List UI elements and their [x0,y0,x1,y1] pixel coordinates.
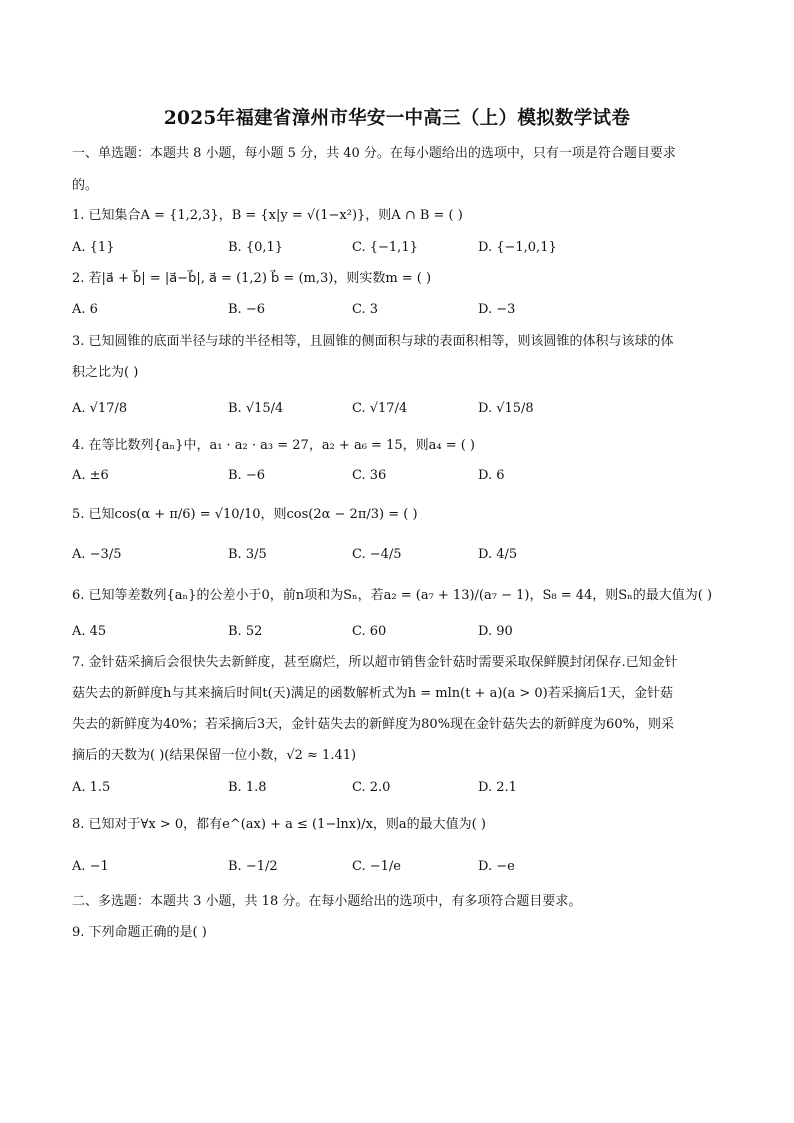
question-7-stem: 7. 金针菇采摘后会很快失去新鲜度，甚至腐烂，所以超市销售金针菇时需要采取保鲜膜封闭保存.已知金针 [72,655,678,670]
question-7-option-c: C. 2.0 [352,780,391,795]
question-2-option-b: B. −6 [228,302,265,317]
question-9-stem: 9. 下列命题正确的是( ) [72,925,207,940]
question-4-option-b: B. −6 [228,468,265,483]
question-7-stem-cont-3: 摘后的天数为( )(结果保留一位小数，√2 ≈ 1.41) [72,748,357,763]
question-5-stem: 5. 已知cos(α + π/6) = √10/10，则cos(2α − 2π/3) = ( ) [72,507,418,522]
question-1-stem: 1. 已知集合A = {1,2,3}，B = {x|y = √(1−x²)}，则A ∩ B = ( ) [72,208,463,223]
question-1-option-a: A. {1} [72,240,115,255]
question-1-option-c: C. {−1,1} [352,240,418,255]
question-7-option-a: A. 1.5 [72,780,111,795]
question-7-stem-cont-1: 菇失去的新鲜度h与其来摘后时间t(天)满足的函数解析式为h = mln(t + a)(a > 0)若采摘后1天，金针菇 [72,686,673,701]
section1-heading-cont: 的。 [72,178,99,193]
question-3-option-c: C. √17/4 [352,401,408,416]
question-4-stem: 4. 在等比数列{aₙ}中，a₁ · a₂ · a₃ = 27，a₂ + a₆ = 15，则a₄ = ( ) [72,438,476,453]
question-3-option-a: A. √17/8 [72,401,128,416]
question-6-option-a: A. 45 [72,624,107,639]
question-3-option-d: D. √15/8 [478,401,534,416]
question-2-option-c: C. 3 [352,302,379,317]
question-5-option-c: C. −4/5 [352,547,402,562]
question-6-option-c: C. 60 [352,624,387,639]
question-3-option-b: B. √15/4 [228,401,284,416]
question-5-option-b: B. 3/5 [228,547,267,562]
question-3-stem-cont: 积之比为( ) [72,365,139,380]
question-7-option-b: B. 1.8 [228,780,267,795]
question-3-stem: 3. 已知圆锥的底面半径与球的半径相等，且圆锥的侧面积与球的表面积相等，则该圆锥的体积与该球的体 [72,334,674,349]
question-1-option-d: D. {−1,0,1} [478,240,557,255]
question-6-stem: 6. 已知等差数列{aₙ}的公差小于0，前n项和为Sₙ，若a₂ = (a₇ + 13)/(a₇ − 1)，S₈ = 44，则Sₙ的最大值为( ) [72,588,713,603]
question-4-option-a: A. ±6 [72,468,109,483]
question-6-option-d: D. 90 [478,624,513,639]
question-7-option-d: D. 2.1 [478,780,517,795]
question-4-option-d: D. 6 [478,468,505,483]
question-8-option-a: A. −1 [72,859,109,874]
question-6-option-b: B. 52 [228,624,263,639]
question-1-option-b: B. {0,1} [228,240,284,255]
page-title: 2025年福建省漳州市华安一中高三（上）模拟数学试卷 [163,108,631,129]
section2-heading: 二、多选题：本题共 3 小题，共 18 分。在每小题给出的选项中，有多项符合题目要求。 [72,894,582,909]
section1-heading: 一、单选题：本题共 8 小题，每小题 5 分，共 40 分。在每小题给出的选项中，只有一项是符合题目要求 [72,146,676,161]
question-8-option-c: C. −1/e [352,859,401,874]
question-5-option-a: A. −3/5 [72,547,122,562]
question-4-option-c: C. 36 [352,468,387,483]
question-7-stem-cont-2: 失去的新鲜度为40%；若采摘后3天，金针菇失去的新鲜度为80%现在金针菇失去的新鲜度为60%，则采 [72,717,674,732]
question-8-option-b: B. −1/2 [228,859,278,874]
question-2-option-d: D. −3 [478,302,516,317]
question-8-option-d: D. −e [478,859,515,874]
question-8-stem: 8. 已知对于∀x > 0，都有e^(ax) + a ≤ (1−lnx)/x，则a的最大值为( ) [72,817,486,832]
question-5-option-d: D. 4/5 [478,547,518,562]
question-2-stem: 2. 若|a⃗ + b⃗| = |a⃗−b⃗|, a⃗ = (1,2) b⃗ = (m,3)，则实数m = ( ) [72,271,432,286]
question-2-option-a: A. 6 [72,302,98,317]
